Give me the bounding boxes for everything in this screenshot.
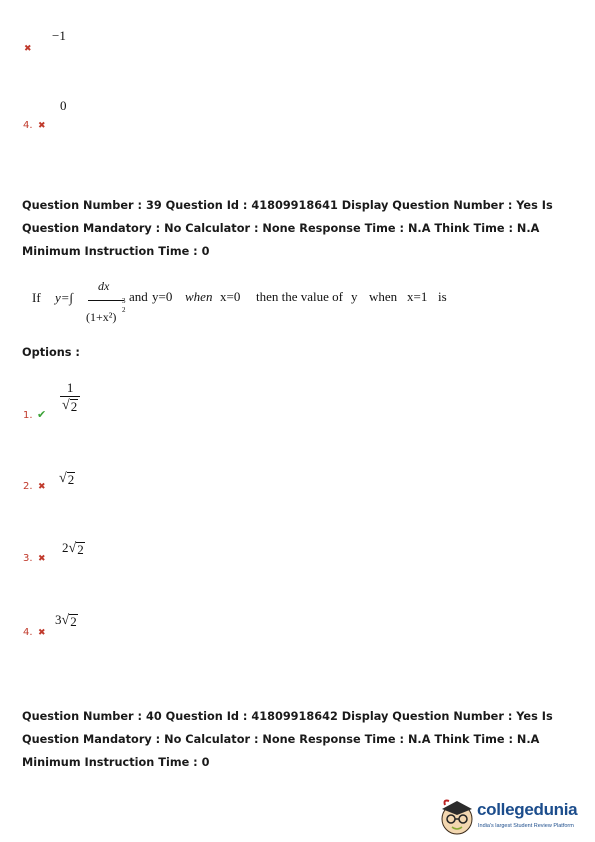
stem-cond-3: x=1 [407, 289, 428, 304]
brand-name: collegedunia [477, 800, 578, 819]
option-1-radicand: 2 [70, 399, 78, 414]
wrong-mark-icon: ✖ [38, 628, 46, 638]
wrong-mark-icon: ✖ [38, 554, 46, 564]
stem-if: If [32, 290, 41, 305]
option-2-value [59, 470, 75, 486]
question-39-header: Question Number : 39 Question Id : 41809918641 Display Question Number : Yes Is Question Mandatory : No Calculator : None Response Time : N.A Think Time : N.A Minimum Instruction Time : 0 [22, 199, 553, 258]
option-1-numerator: 1 [66, 380, 74, 395]
stem-cond: y=0 [152, 289, 173, 304]
question-40-header: Question Number : 40 Question Id : 41809918642 Display Question Number : Yes Is Question Mandatory : No Calculator : None Response Time : N.A Think Time : N.A Minimum Instruction Time : 0 [22, 710, 553, 769]
stem-exp-num: 3 [122, 297, 126, 305]
stem-exp-den: 2 [122, 306, 126, 314]
option-4-coefficient: 3 [55, 612, 62, 627]
option-4-value [55, 612, 78, 628]
wrong-mark-icon: ✖ [38, 121, 46, 131]
mascot-icon [437, 795, 477, 839]
collegedunia-logo [437, 795, 587, 839]
stem-when-2: when [369, 289, 398, 304]
option-4-radicand: 2 [70, 614, 77, 629]
wrong-mark-icon: ✖ [38, 482, 46, 492]
prev-option-3-value: −1 [52, 28, 66, 43]
correct-check-icon: ✔ [37, 408, 47, 421]
stem-when-1: when [185, 289, 213, 304]
option-3-radicand: 2 [77, 542, 84, 557]
stem-is: is [438, 289, 447, 304]
sqrt-icon: √ [62, 398, 70, 413]
stem-integral: y=∫ [55, 290, 74, 305]
option-4-number: 4. [23, 627, 33, 638]
sqrt-icon: √ [68, 541, 77, 556]
stem-and: and [129, 289, 148, 304]
prev-option-4-value: 0 [60, 98, 67, 113]
sqrt-icon: √ [59, 471, 67, 486]
options-label: Options : [22, 346, 80, 359]
prev-option-4-number: 4. [23, 120, 33, 131]
option-2-number: 2. [23, 481, 33, 492]
brand-tagline: India's largest Student Review Platform [478, 823, 574, 829]
stem-denominator: (1+x²) [86, 310, 117, 324]
stem-then: then the value of [256, 289, 343, 304]
option-3-number: 3. [23, 553, 33, 564]
option-3-coefficient: 2 [62, 540, 69, 555]
stem-cond-2: x=0 [220, 289, 241, 304]
option-3-value [62, 540, 85, 556]
option-1-value [60, 380, 80, 413]
option-1-number: 1. [23, 410, 33, 421]
question-39-stem [32, 280, 492, 330]
option-2-radicand: 2 [67, 472, 75, 487]
stem-y: y [351, 289, 358, 304]
stem-dx: dx [98, 279, 110, 293]
sqrt-icon: √ [61, 613, 70, 628]
stem-fraction-bar [88, 300, 124, 301]
wrong-mark-icon: ✖ [24, 44, 32, 54]
